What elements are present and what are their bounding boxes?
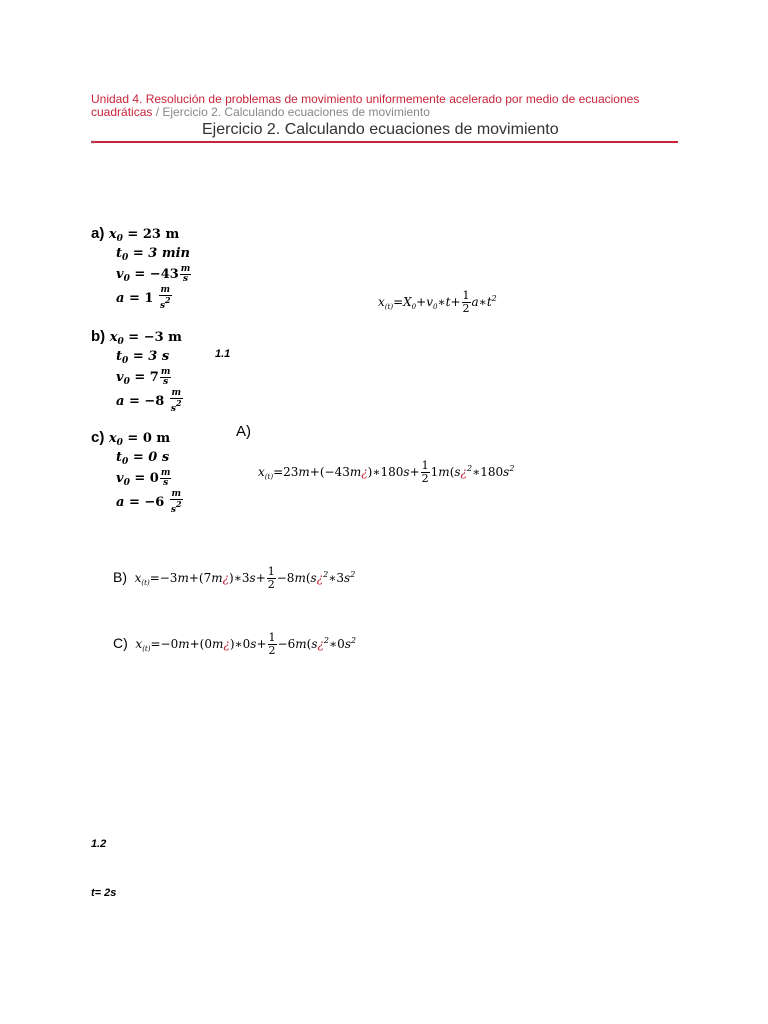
given-a: a) $x_0 = 23$ m $t_0 = 3$ min $v_0 = -43$ $\frac{m}{s}$ a = 1 $\frac{m}{s^2}$ bbox=[91, 225, 191, 311]
equation-a: $x_{(t)}=23m+(-43m¿)∗180s+$ $\frac{1}{2}$ $1m(s¿^2∗180s^2$ bbox=[258, 459, 515, 485]
given-a-t0: 3 min bbox=[148, 246, 190, 261]
given-b-x0: −3 m bbox=[143, 330, 182, 345]
section-1-1: 1.1 bbox=[215, 348, 231, 360]
equation-c: C) $x_{(t)}=-0m+(0m¿)∗0s+$ $\frac{1}{2}$ $-6m(s¿^2∗0s^2$ bbox=[113, 631, 357, 657]
given-c-v0: 0 bbox=[149, 471, 159, 486]
equation-c-label: C) bbox=[113, 635, 128, 651]
given-c: c) $x_0 = 0$ m $t_0 = 0$ s $v_0 = 0$ $\frac{m}{s}$ a = −6 $\frac{m}{s^2}$ bbox=[91, 429, 182, 515]
equation-a-label: A) bbox=[236, 423, 251, 440]
given-b: b) $x_0 = -3$ m $t_0 = 3$ s $v_0 = 7$ $\frac{m}{s}$ a = −8 $\frac{m}{s^2}$ bbox=[91, 328, 182, 414]
given-a-label: a) bbox=[91, 225, 105, 242]
given-a-a: 1 bbox=[144, 291, 154, 306]
given-c-t0: 0 s bbox=[148, 450, 170, 465]
equation-b-label: B) bbox=[113, 569, 127, 585]
given-a-x0: 23 m bbox=[142, 227, 180, 242]
given-c-x0: 0 m bbox=[142, 431, 171, 446]
divider-mark: ≡ bbox=[91, 140, 95, 146]
general-formula: $x_{(t)}=X_0+v_0∗t+$ $\frac{1}{2}$ $a∗t^2$ bbox=[378, 289, 497, 315]
given-b-t0: 3 s bbox=[148, 349, 170, 364]
given-c-a: −6 bbox=[144, 495, 165, 510]
given-b-label: b) bbox=[91, 328, 106, 345]
given-b-a: −8 bbox=[144, 394, 165, 409]
breadcrumb bbox=[91, 93, 691, 119]
given-a-v0: −43 bbox=[149, 267, 179, 282]
breadcrumb-separator: / bbox=[152, 105, 163, 119]
title-divider bbox=[91, 141, 678, 143]
given-c-label: c) bbox=[91, 429, 105, 446]
equation-b: B) $x_{(t)}=-3m+(7m¿)∗3s+$ $\frac{1}{2}$ $-8m(s¿^2∗3s^2$ bbox=[113, 565, 356, 591]
time-value: t= 2s bbox=[91, 887, 117, 899]
page-title: Ejercicio 2. Calculando ecuaciones de movimiento bbox=[202, 121, 559, 138]
breadcrumb-unit-link[interactable]: Unidad 4. Resolución de problemas de movimiento uniformemente acelerado por medio de ecuaciones cuadráticas bbox=[91, 92, 640, 119]
section-1-2: 1.2 bbox=[91, 838, 107, 850]
given-b-v0: 7 bbox=[149, 370, 159, 385]
breadcrumb-current: Ejercicio 2. Calculando ecuaciones de movimiento bbox=[162, 105, 430, 119]
